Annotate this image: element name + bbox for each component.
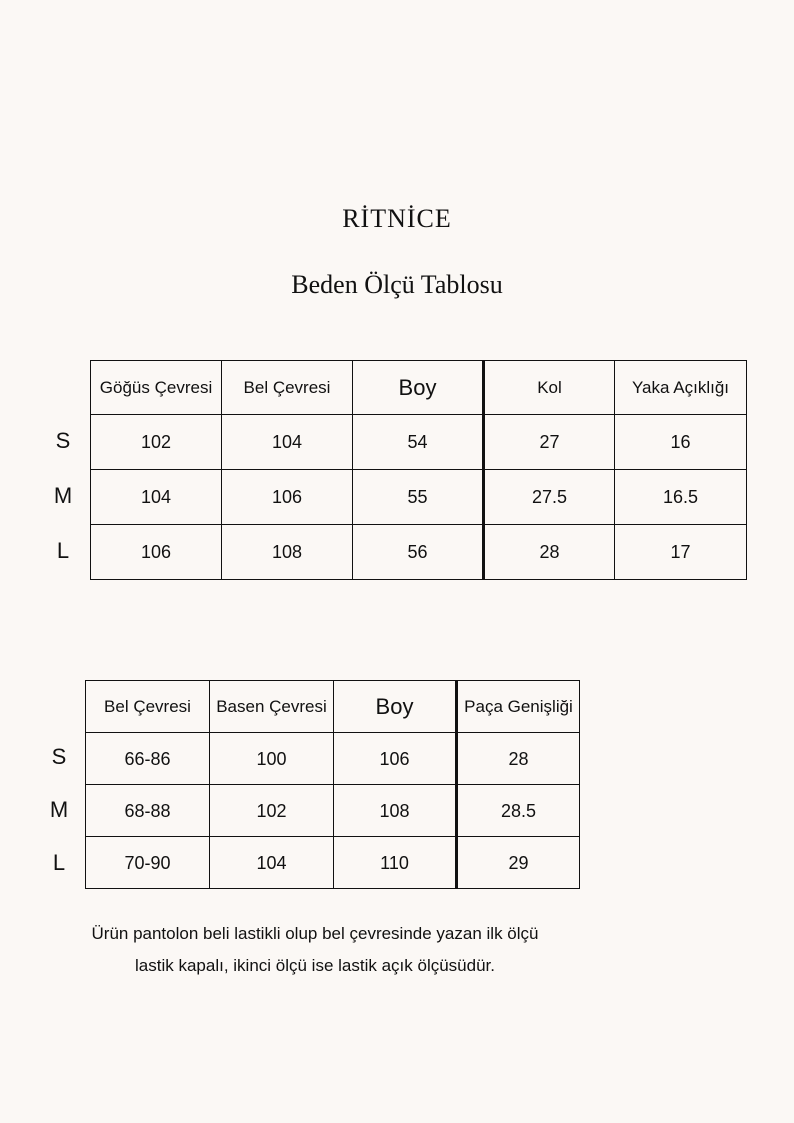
- column-header: Göğüs Çevresi: [91, 361, 222, 415]
- table-cell: 108: [334, 785, 457, 837]
- size-label-l: L: [56, 538, 70, 563]
- column-header: Yaka Açıklığı: [615, 361, 747, 415]
- brand-name: RİTNİCE: [342, 204, 452, 233]
- table-header-row: [91, 361, 747, 415]
- table-cell: 102: [210, 785, 334, 837]
- page-title: Beden Ölçü Tablosu: [291, 270, 503, 299]
- size-label-m: M: [49, 797, 69, 822]
- table-cell: 29: [457, 837, 580, 889]
- table-row: [91, 470, 747, 525]
- table-cell: 104: [210, 837, 334, 889]
- table-cell: 106: [91, 525, 222, 580]
- table-cell: 70-90: [86, 837, 210, 889]
- size-label-s: S: [51, 744, 67, 769]
- table-row: [86, 837, 580, 889]
- column-header: Boy: [334, 681, 457, 733]
- size-label-l: L: [52, 850, 66, 875]
- table-cell: 102: [91, 415, 222, 470]
- table-cell: 16.5: [615, 470, 747, 525]
- column-header: Basen Çevresi: [210, 681, 334, 733]
- column-header: Kol: [484, 361, 615, 415]
- table-cell: 55: [353, 470, 484, 525]
- size-label-m: M: [53, 483, 73, 508]
- table-cell: 28.5: [457, 785, 580, 837]
- table-cell: 17: [615, 525, 747, 580]
- table-cell: 108: [222, 525, 353, 580]
- table-cell: 106: [222, 470, 353, 525]
- top-size-table: [90, 360, 747, 580]
- table-cell: 106: [334, 733, 457, 785]
- column-header: Paça Genişliği: [457, 681, 580, 733]
- table-cell: 28: [484, 525, 615, 580]
- table-row: [91, 525, 747, 580]
- table-cell: 100: [210, 733, 334, 785]
- table-cell: 110: [334, 837, 457, 889]
- table-cell: 28: [457, 733, 580, 785]
- table-row: [86, 785, 580, 837]
- table-cell: 27.5: [484, 470, 615, 525]
- table-cell: 54: [353, 415, 484, 470]
- table-cell: 66-86: [86, 733, 210, 785]
- table-row: [86, 733, 580, 785]
- table-cell: 27: [484, 415, 615, 470]
- bottom-size-table: [85, 680, 580, 889]
- table-cell: 16: [615, 415, 747, 470]
- table-row: [91, 415, 747, 470]
- column-header: Bel Çevresi: [222, 361, 353, 415]
- size-label-s: S: [55, 428, 71, 453]
- table-header-row: [86, 681, 580, 733]
- table-cell: 104: [222, 415, 353, 470]
- table-cell: 68-88: [86, 785, 210, 837]
- table-cell: 104: [91, 470, 222, 525]
- column-header: Boy: [353, 361, 484, 415]
- column-header: Bel Çevresi: [86, 681, 210, 733]
- footnote: Ürün pantolon beli lastikli olup bel çevresinde yazan ilk ölçü lastik kapalı, ikinci ölçü ise lastik açık ölçüsüdür.: [91, 924, 539, 975]
- table-cell: 56: [353, 525, 484, 580]
